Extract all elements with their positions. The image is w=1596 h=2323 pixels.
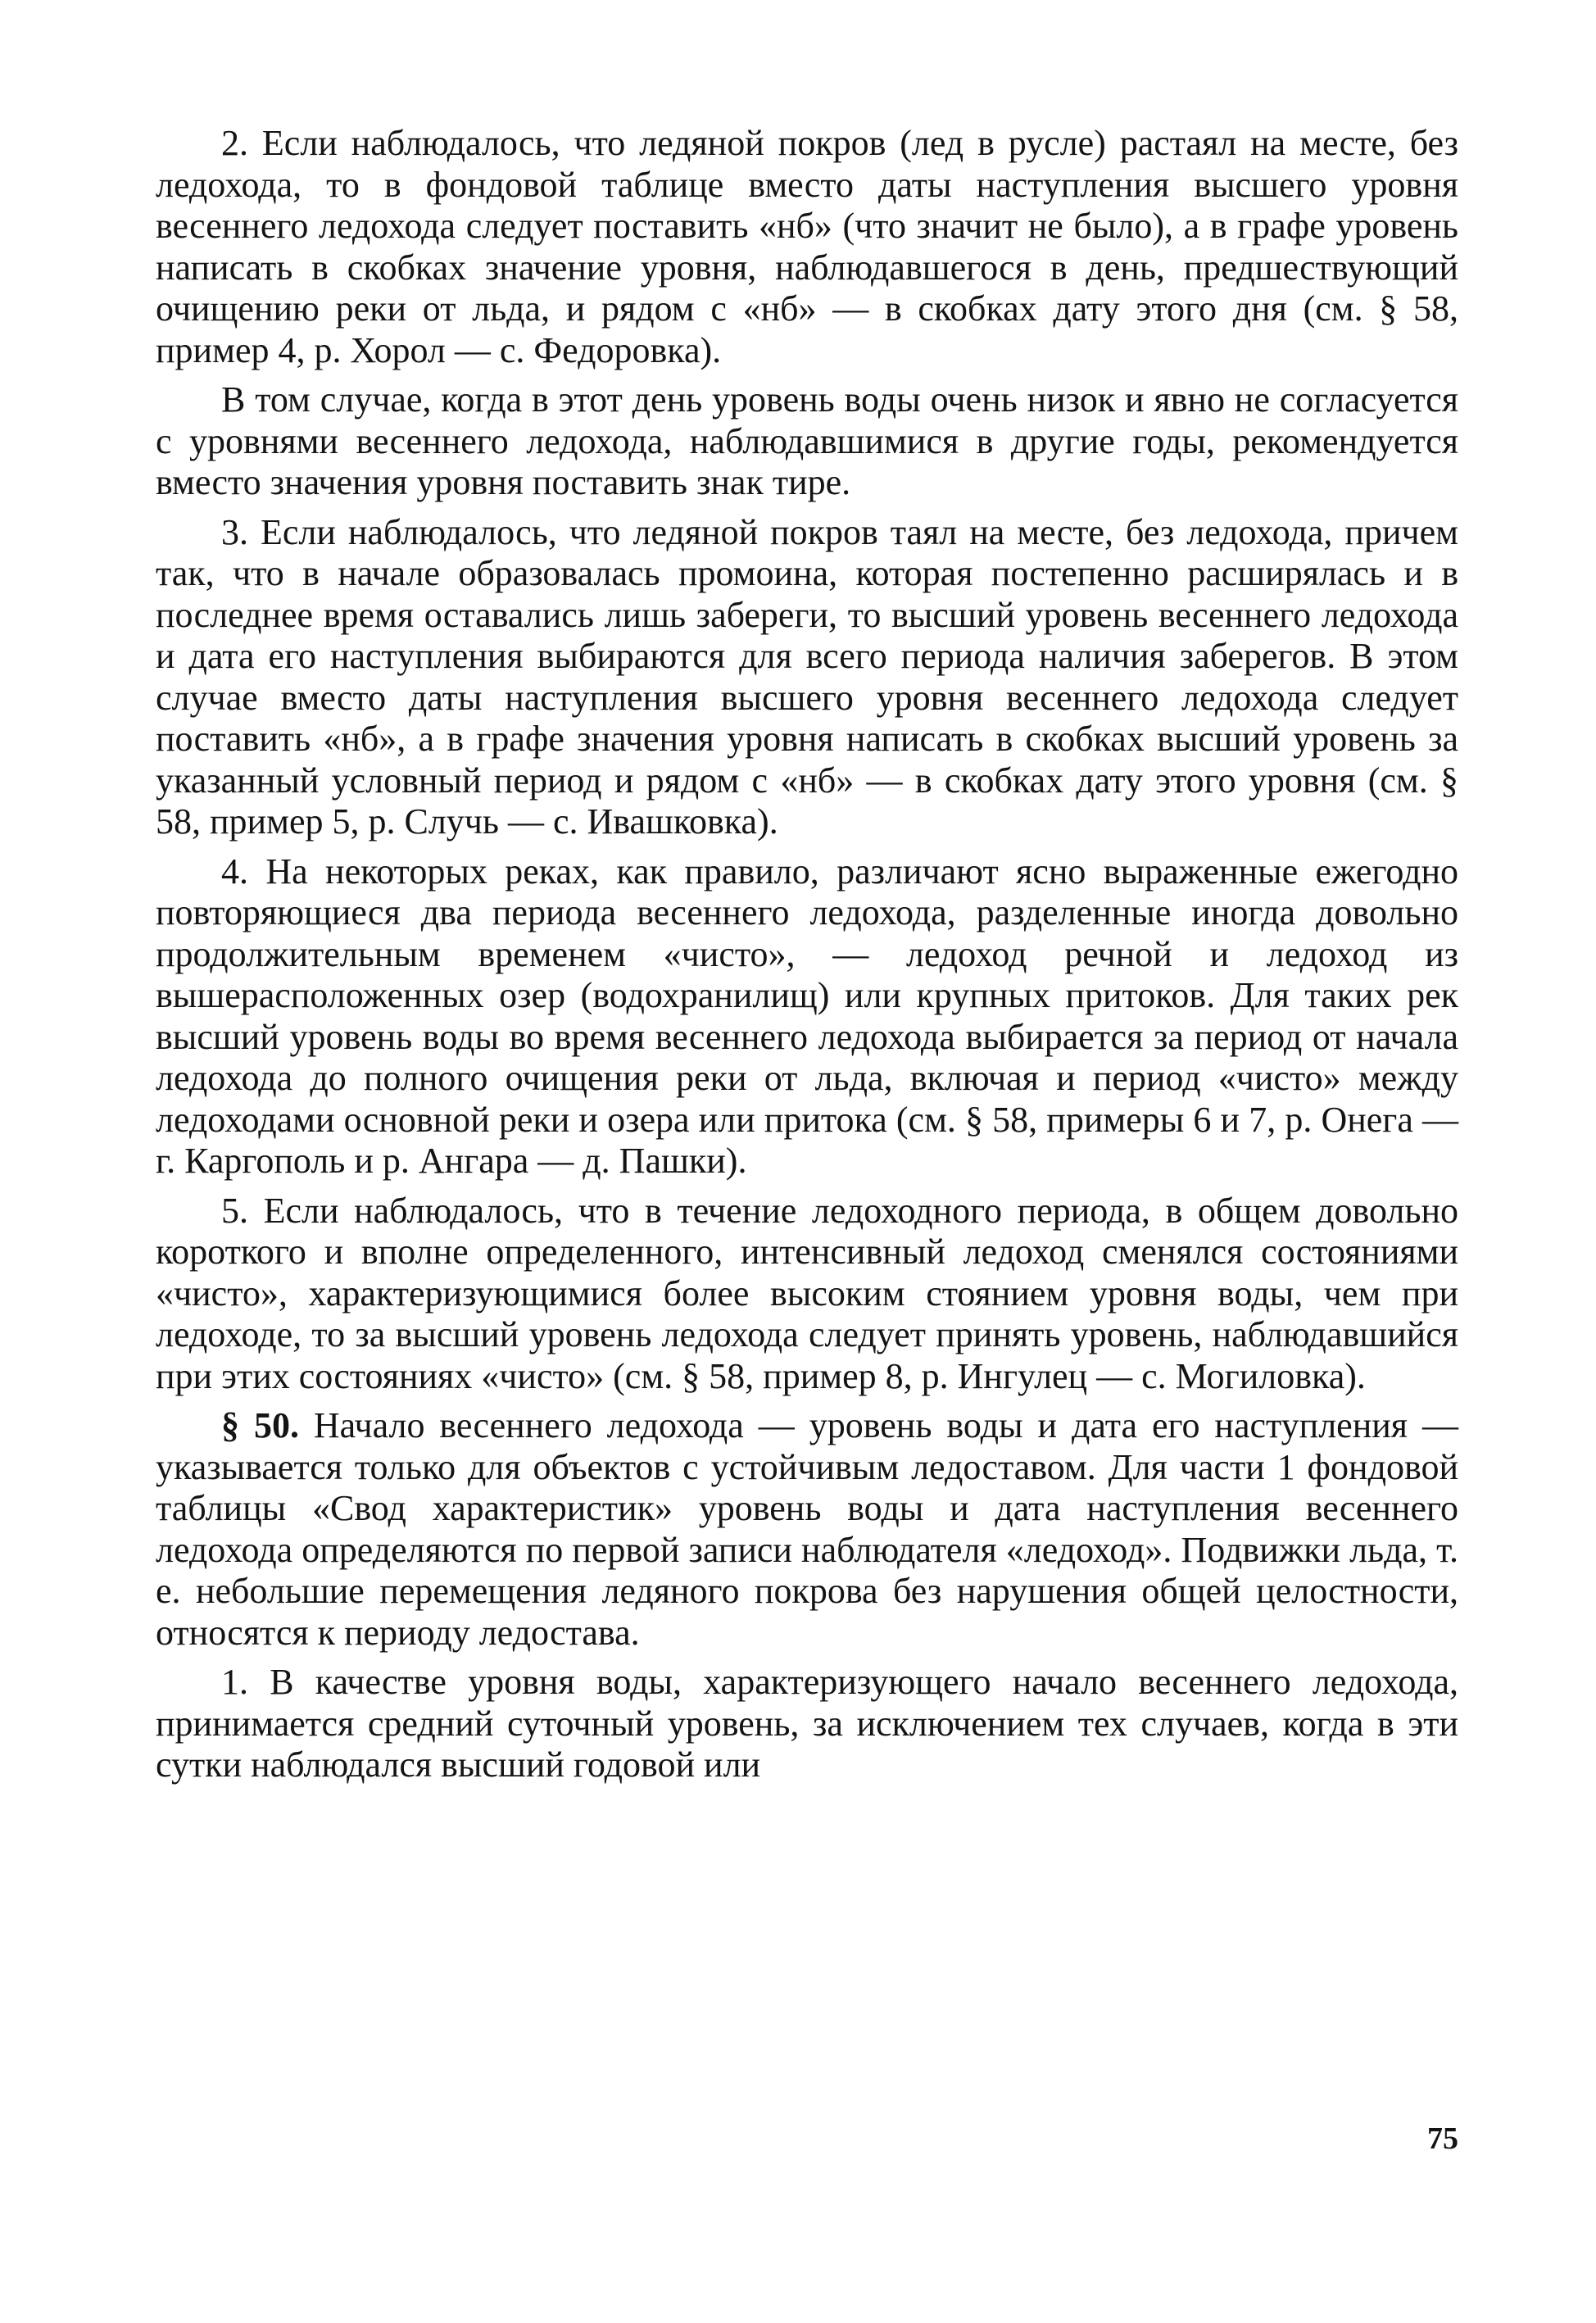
paragraph-item-1-ice-run-start: 1. В качестве уровня воды, характеризующего начало весеннего ледохода, принимается средний суточный уровень, за исключением тех случаев, когда в эти сутки наблюдался высший годовой или	[156, 1662, 1458, 1785]
paragraph-item-2-melt-in-place: 2. Если наблюдалось, что ледяной покров (лед в русле) растаял на месте, без ледохода, то в фондовой таблице вместо даты наступления высшего уровня весеннего ледохода следует поставить «нб» (что значит не было), а в графе уровень написать в скобках значение уровня, наблюдавшегося в день, предшествующий очищению реки от льда, и рядом с «нб» — в скобках дату этого дня (см. § 58, пример 4, р. Хорол — с. Федоровка).	[156, 123, 1458, 370]
paragraph-section-50	[156, 1405, 1458, 1654]
page-body	[156, 123, 1458, 1794]
paragraph-item-3-shore-ice: 3. Если наблюдалось, что ледяной покров таял на месте, без ледохода, причем так, что в начале образовалась промоина, которая постепенно расширялась и в последнее время оставались лишь забереги, то высший уровень весеннего ледохода и дата его наступления выбираются для всего периода наличия заберегов. В этом случае вместо даты наступления высшего уровня весеннего ледохода следует поставить «нб», а в графе значения уровня написать в скобках высший уровень за указанный условный период и рядом с «нб» — в скобках дату этого уровня (см. § 58, пример 5, р. Случь — с. Ивашковка).	[156, 511, 1458, 842]
paragraph-item-4-two-periods: 4. На некоторых реках, как правило, различают ясно выраженные ежегодно повторяющиеся два периода весеннего ледохода, разделенные иногда довольно продолжительным временем «чисто», — ледоход речной и ледоход из вышерасположенных озер (водохранилищ) или крупных притоков. Для таких рек высший уровень воды во время весеннего ледохода выбирается за период от начала ледохода до полного очищения реки от льда, включая и период «чисто» между ледоходами основной реки и озера или притока (см. § 58, примеры 6 и 7, р. Онега — г. Каргополь и р. Ангара — д. Пашки).	[156, 851, 1458, 1181]
page-number: 75	[1427, 2121, 1458, 2156]
paragraph-item-5-clear-states: 5. Если наблюдалось, что в течение ледоходного периода, в общем довольно короткого и вполне определенного, интенсивный ледоход сменялся состояниями «чисто», характеризующимися более высоким стоянием уровня воды, чем при ледоходе, то за высший уровень ледохода следует принять уровень, наблюдавшийся при этих состояниях «чисто» (см. § 58, пример 8, р. Ингулец — с. Могиловка).	[156, 1190, 1458, 1396]
paragraph-dash-sign-note: В том случае, когда в этот день уровень воды очень низок и явно не согласуется с уровнями весеннего ледохода, наблюдавшимися в другие годы, рекомендуется вместо значения уровня поставить знак тире.	[156, 379, 1458, 502]
section-50-mark: § 50.	[221, 1405, 299, 1445]
section-50-text: Начало весеннего ледохода — уровень воды и дата его наступления — указывается только для объектов с устойчивым ледоставом. Для части 1 фондовой таблицы «Свод характеристик» уровень воды и дата наступления весеннего ледохода определяются по первой записи наблюдателя «ледоход». Подвижки льда, т. е. небольшие перемещения ледяного покрова без нарушения общей целостности, относятся к периоду ледостава.	[156, 1405, 1458, 1653]
